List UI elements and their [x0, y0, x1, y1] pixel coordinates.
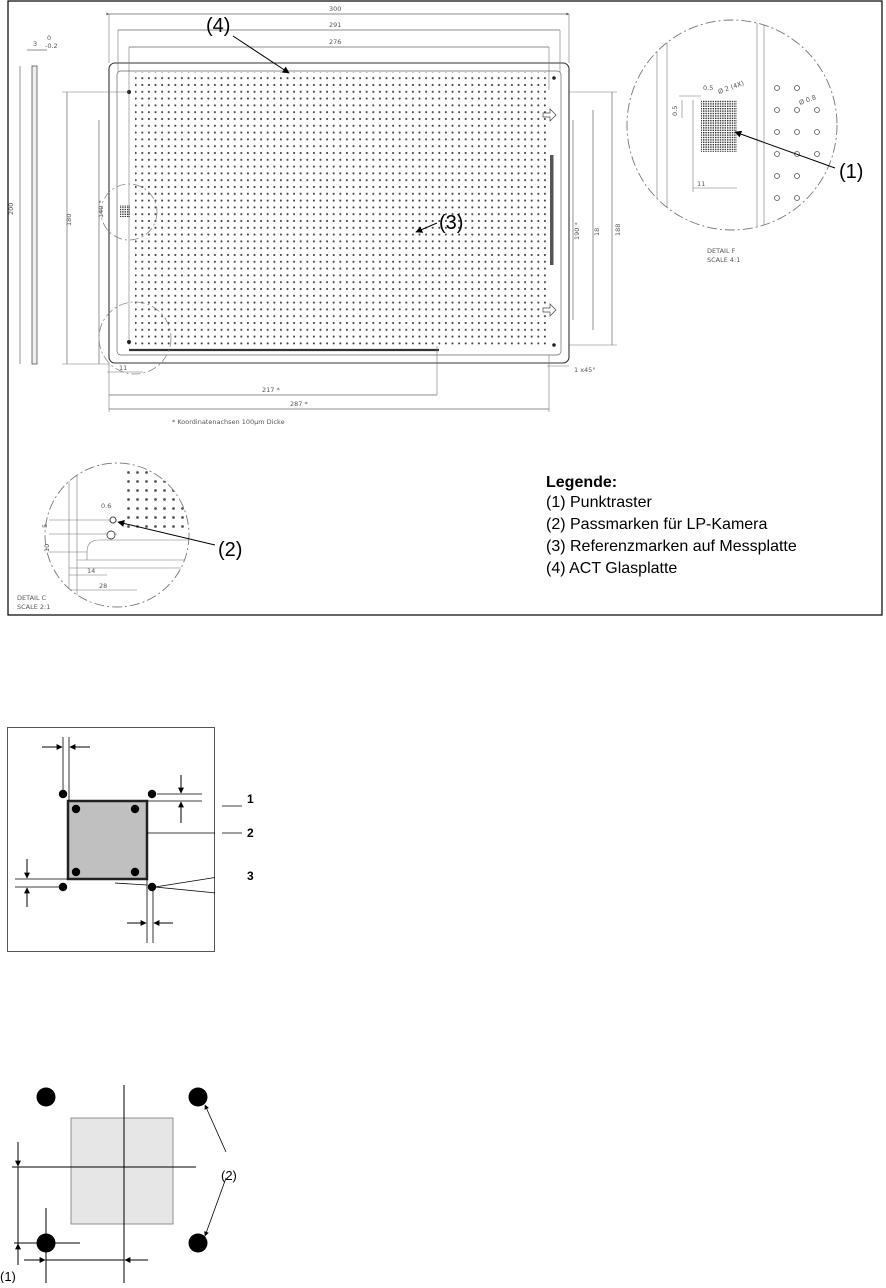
dim-11: 11: [119, 364, 128, 372]
label-2: 2: [247, 826, 254, 840]
detail-c-title: DETAIL C: [17, 594, 47, 602]
detail-c-dim-28: 28: [99, 582, 108, 590]
detail-c-dim-06: 0.6: [101, 502, 112, 510]
detail-f-dia2: Ø 0.8: [797, 93, 818, 107]
detail-f-title: DETAIL F: [707, 247, 736, 255]
fiducial-mark: [189, 1088, 208, 1107]
callout-4: (4): [206, 15, 231, 37]
dim-180: 180: [65, 213, 73, 226]
label-1-offset: (1): [0, 1269, 16, 1283]
dim-291: 291: [329, 21, 342, 29]
dim-188: 188: [614, 223, 622, 236]
callout-2: (2): [218, 539, 243, 561]
detail-f: [627, 20, 837, 264]
label-2-fiducials: (2): [221, 1168, 237, 1183]
detail-c: [17, 460, 207, 611]
detail-c-dim-5: 5: [41, 523, 49, 528]
detail-f-scale: SCALE 4:1: [707, 256, 741, 264]
dim-0-2: -0.2: [45, 42, 58, 50]
detail-c-dim-14: 14: [87, 567, 96, 575]
dim-200: 200: [7, 202, 15, 215]
fiducial-diagram: [7, 727, 215, 952]
detail-f-dim-11: 11: [697, 180, 706, 188]
technical-drawing: [7, 0, 883, 616]
dim-287: 287 *: [290, 400, 308, 408]
fiducial-mark: [189, 1234, 208, 1253]
micro-dot-patch: [120, 205, 130, 217]
offset-diagram: [0, 1080, 260, 1283]
offset-figure: [0, 1080, 260, 1283]
fiducial-mark: [37, 1088, 56, 1107]
legend-item: (1) Punktraster: [546, 494, 652, 511]
detail-f-dia: Ø 2 (4X): [716, 79, 746, 96]
dim-140: 140 *: [97, 200, 105, 218]
label-3: 3: [247, 869, 254, 883]
legend-item: (4) ACT Glasplatte: [546, 560, 678, 577]
dim-0: 0: [47, 34, 52, 42]
detail-c-dim-10: 10: [43, 543, 51, 552]
detail-f-dim-05b: 0.5: [671, 105, 679, 116]
fiducial-figure: [7, 727, 215, 952]
component-body: [71, 1118, 173, 1224]
fiducial-labels: [190, 780, 290, 900]
dim-300: 300: [329, 5, 342, 13]
dim-190: 190 *: [573, 222, 581, 240]
detail-c-scale: SCALE 2:1: [17, 603, 51, 611]
dim-chamfer: 1 x45°: [574, 366, 596, 374]
footnote: * Koordinatenachsen 100μm Dicke: [172, 418, 285, 426]
detail-f-dim-05a: 0.5: [703, 84, 714, 92]
legend: [546, 474, 797, 577]
side-view: [32, 66, 37, 364]
dim-18: 18: [593, 227, 601, 236]
dim-217: 217 *: [262, 386, 280, 394]
callout-3: (3): [439, 212, 464, 234]
dot-grid-field: [135, 72, 547, 348]
dim-276: 276: [329, 38, 342, 46]
legend-title: Legende:: [546, 474, 618, 491]
technical-drawing-panel: [7, 0, 883, 616]
label-1: 1: [247, 792, 254, 806]
dim-3: 3: [33, 40, 38, 48]
legend-item: (3) Referenzmarken auf Messplatte: [546, 538, 797, 555]
callout-1: (1): [839, 161, 864, 183]
legend-item: (2) Passmarken für LP-Kamera: [546, 516, 768, 533]
